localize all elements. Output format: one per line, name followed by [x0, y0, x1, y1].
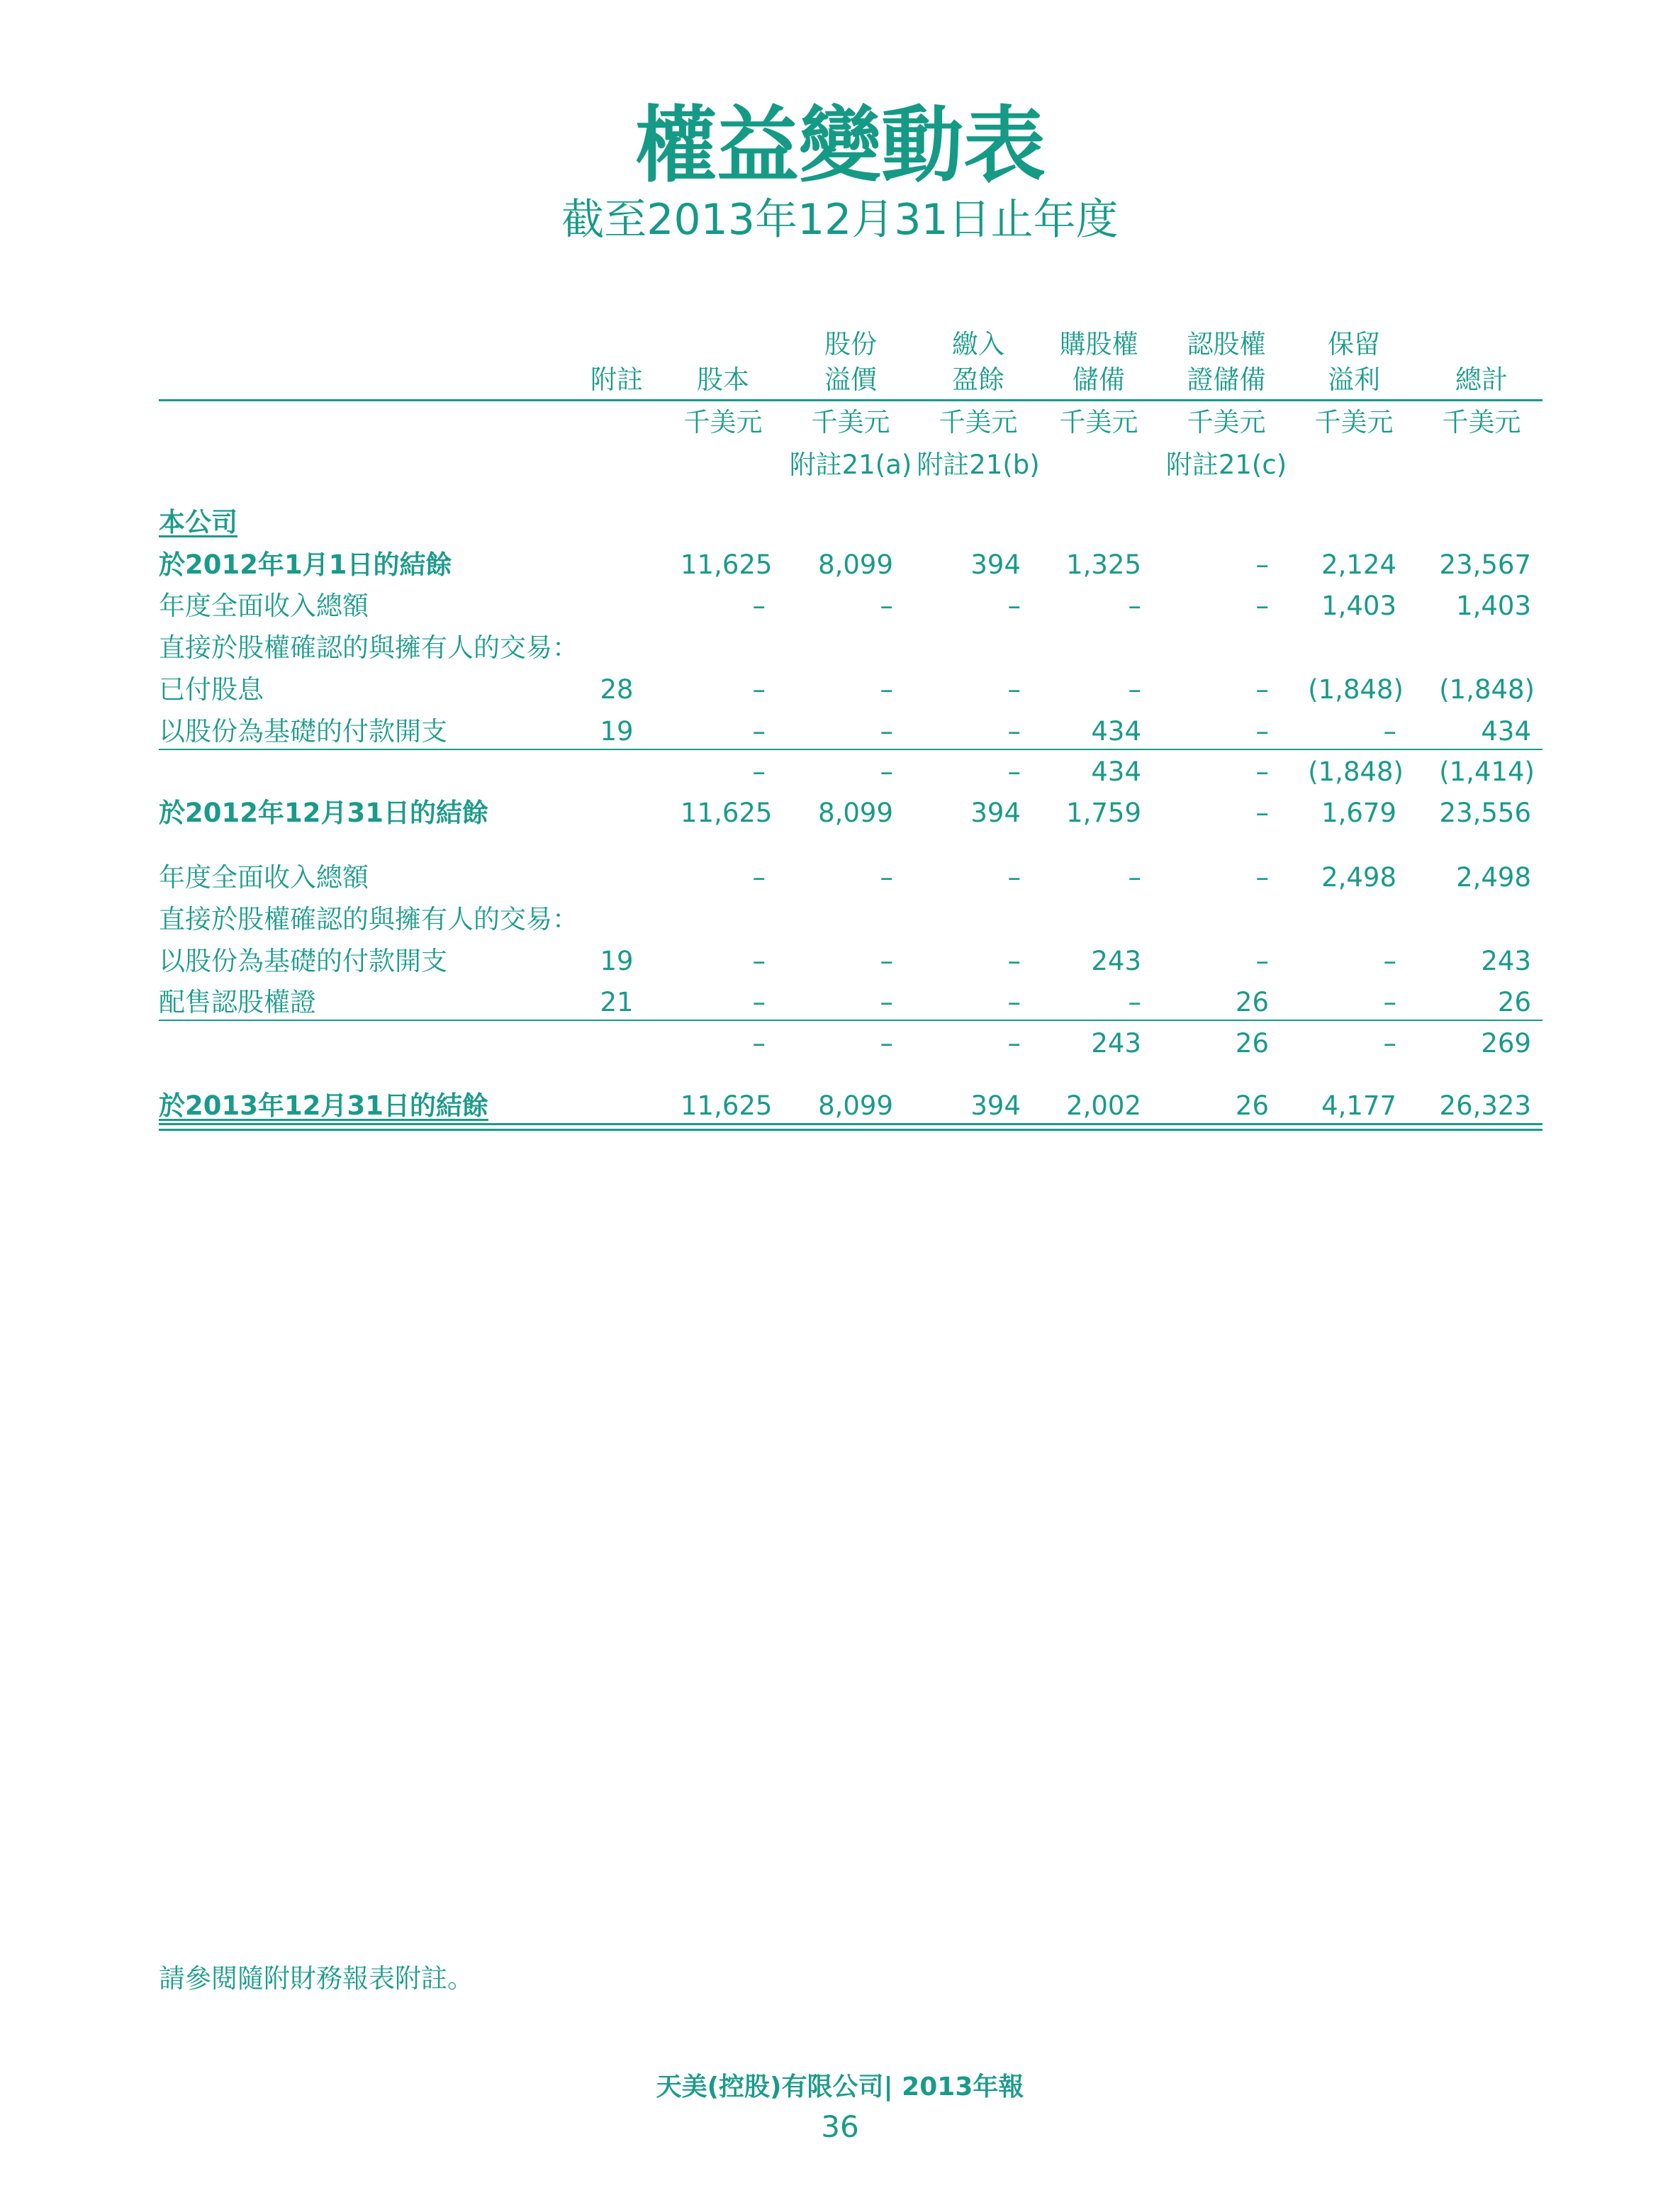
cell-retained-profits: (1,848): [1308, 757, 1404, 787]
cell-retained-profits: –: [1383, 946, 1396, 976]
subtotal-rule: [159, 749, 1542, 750]
header-contributed-surplus-1: 繳入: [952, 329, 1004, 359]
cell-contributed-surplus: 394: [970, 549, 1021, 580]
note-ref-warrant-reserve: 附註21(c): [1165, 450, 1287, 480]
cell-share-capital: –: [752, 591, 766, 621]
row-label: 於2012年1月1日的結餘: [159, 549, 452, 580]
cell-retained-profits: (1,848): [1308, 674, 1404, 705]
cell-total: 26: [1497, 987, 1531, 1017]
cell-retained-profits: 4,177: [1321, 1090, 1396, 1121]
cell-share-premium: –: [880, 1028, 893, 1059]
unit-retained-profits: 千美元: [1314, 407, 1394, 437]
cell-warrant-reserve: 26: [1235, 1090, 1269, 1121]
header-total: 總計: [1455, 364, 1508, 395]
cell-contributed-surplus: 394: [970, 1090, 1021, 1121]
cell-warrant-reserve: –: [1255, 862, 1269, 893]
cell-note: 28: [600, 674, 634, 705]
cell-share-option-reserve: 434: [1091, 757, 1141, 787]
cell-total: 23,556: [1439, 798, 1531, 828]
cell-warrant-reserve: –: [1255, 716, 1269, 747]
cell-total: 434: [1481, 716, 1531, 747]
cell-total: 23,567: [1439, 549, 1531, 580]
row-label: 於2012年12月31日的結餘: [159, 798, 488, 828]
cell-share-capital: 11,625: [681, 798, 773, 828]
cell-share-capital: –: [752, 716, 766, 747]
cell-share-option-reserve: –: [1128, 674, 1141, 705]
row-label: 配售認股權證: [159, 987, 316, 1017]
cell-note: 21: [600, 987, 634, 1017]
cell-total: 2,498: [1456, 862, 1531, 893]
cell-retained-profits: –: [1383, 987, 1396, 1017]
cell-retained-profits: –: [1383, 1028, 1396, 1059]
cell-total: 1,403: [1456, 591, 1531, 621]
row-label: 年度全面收入總額: [159, 862, 369, 893]
cell-share-option-reserve: 1,325: [1066, 549, 1141, 580]
row-label: 年度全面收入總額: [159, 591, 369, 621]
cell-warrant-reserve: –: [1255, 549, 1269, 580]
header-share-premium-1: 股份: [824, 329, 877, 359]
note-ref-contributed-surplus: 附註21(b): [917, 450, 1040, 480]
row-label: 直接於股權確認的與擁有人的交易：: [159, 632, 578, 663]
header-share-premium-2: 溢價: [824, 364, 877, 395]
cell-share-capital: –: [752, 987, 766, 1017]
unit-share-option-reserve: 千美元: [1059, 407, 1138, 437]
cell-share-option-reserve: 2,002: [1066, 1090, 1141, 1121]
cell-share-premium: 8,099: [818, 798, 893, 828]
header-warrant-reserve-1: 認股權: [1187, 329, 1266, 359]
unit-share-premium: 千美元: [811, 407, 890, 437]
cell-share-capital: 11,625: [681, 549, 773, 580]
row-label: 直接於股權確認的與擁有人的交易：: [159, 904, 578, 934]
cell-warrant-reserve: –: [1255, 674, 1269, 705]
section-company: 本公司: [159, 507, 237, 537]
cell-total: 269: [1481, 1028, 1531, 1059]
unit-warrant-reserve: 千美元: [1187, 407, 1266, 437]
cell-total: 243: [1481, 946, 1531, 976]
cell-warrant-reserve: 26: [1235, 987, 1269, 1017]
cell-share-option-reserve: –: [1128, 987, 1141, 1017]
double-rule-bottom: [159, 1129, 1542, 1131]
header-share-capital: 股本: [697, 364, 749, 395]
cell-share-premium: 8,099: [818, 549, 893, 580]
cell-contributed-surplus: –: [1007, 674, 1021, 705]
cell-contributed-surplus: –: [1007, 1028, 1021, 1059]
cell-share-premium: –: [880, 987, 893, 1017]
cell-share-option-reserve: 243: [1091, 946, 1141, 976]
cell-share-capital: –: [752, 1028, 766, 1059]
cell-contributed-surplus: –: [1007, 946, 1021, 976]
header-retained-profits-1: 保留: [1328, 329, 1380, 359]
header-retained-profits-2: 溢利: [1328, 364, 1380, 395]
cell-share-capital: –: [752, 674, 766, 705]
cell-warrant-reserve: –: [1255, 946, 1269, 976]
cell-share-premium: –: [880, 591, 893, 621]
cell-warrant-reserve: –: [1255, 798, 1269, 828]
cell-contributed-surplus: –: [1007, 716, 1021, 747]
note-ref-share-premium: 附註21(a): [789, 450, 912, 480]
cell-share-option-reserve: –: [1128, 591, 1141, 621]
cell-share-option-reserve: –: [1128, 862, 1141, 893]
cell-total: (1,848): [1439, 674, 1535, 705]
cell-share-capital: –: [752, 757, 766, 787]
unit-total: 千美元: [1442, 407, 1521, 437]
cell-share-premium: –: [880, 757, 893, 787]
cell-retained-profits: 2,498: [1321, 862, 1396, 893]
cell-contributed-surplus: 394: [970, 798, 1021, 828]
cell-share-capital: 11,625: [681, 1090, 773, 1121]
unit-share-capital: 千美元: [683, 407, 763, 437]
row-label: 於2013年12月31日的結餘: [159, 1090, 488, 1121]
cell-warrant-reserve: –: [1255, 591, 1269, 621]
cell-note: 19: [600, 716, 634, 747]
cell-contributed-surplus: –: [1007, 591, 1021, 621]
cell-retained-profits: –: [1383, 716, 1396, 747]
cell-retained-profits: 2,124: [1321, 549, 1396, 580]
cell-share-option-reserve: 434: [1091, 716, 1141, 747]
row-label: 以股份為基礎的付款開支: [159, 716, 447, 747]
cell-share-premium: –: [880, 862, 893, 893]
header-rule: [159, 399, 1542, 401]
cell-share-premium: –: [880, 716, 893, 747]
unit-contributed-surplus: 千美元: [939, 407, 1018, 437]
header-warrant-reserve-2: 證儲備: [1187, 364, 1266, 395]
footnote: 請參閱隨附財務報表附註。: [159, 1963, 474, 1994]
cell-contributed-surplus: –: [1007, 862, 1021, 893]
page-title: 權益變動表: [634, 98, 1046, 194]
cell-retained-profits: 1,403: [1321, 591, 1396, 621]
cell-share-capital: –: [752, 862, 766, 893]
footer-company: 天美(控股)有限公司| 2013年報: [656, 2072, 1024, 2102]
double-rule-top: [159, 1123, 1542, 1125]
cell-share-option-reserve: 1,759: [1066, 798, 1141, 828]
cell-total: (1,414): [1439, 757, 1535, 787]
cell-share-premium: 8,099: [818, 1090, 893, 1121]
cell-contributed-surplus: –: [1007, 757, 1021, 787]
cell-share-premium: –: [880, 946, 893, 976]
cell-share-capital: –: [752, 946, 766, 976]
cell-share-option-reserve: 243: [1091, 1028, 1141, 1059]
header-note: 附註: [590, 364, 643, 395]
header-contributed-surplus-2: 盈餘: [952, 364, 1004, 395]
row-label: 以股份為基礎的付款開支: [159, 946, 447, 976]
cell-note: 19: [600, 946, 634, 976]
cell-retained-profits: 1,679: [1321, 798, 1396, 828]
cell-warrant-reserve: 26: [1235, 1028, 1269, 1059]
page-number: 36: [821, 2109, 859, 2144]
cell-contributed-surplus: –: [1007, 987, 1021, 1017]
header-share-option-reserve-1: 購股權: [1059, 329, 1138, 359]
cell-warrant-reserve: –: [1255, 757, 1269, 787]
page-subtitle: 截至2013年12月31日止年度: [561, 195, 1119, 245]
header-share-option-reserve-2: 儲備: [1073, 364, 1125, 395]
cell-total: 26,323: [1439, 1090, 1531, 1121]
subtotal-rule: [159, 1020, 1542, 1021]
cell-share-premium: –: [880, 674, 893, 705]
row-label: 已付股息: [159, 674, 264, 705]
